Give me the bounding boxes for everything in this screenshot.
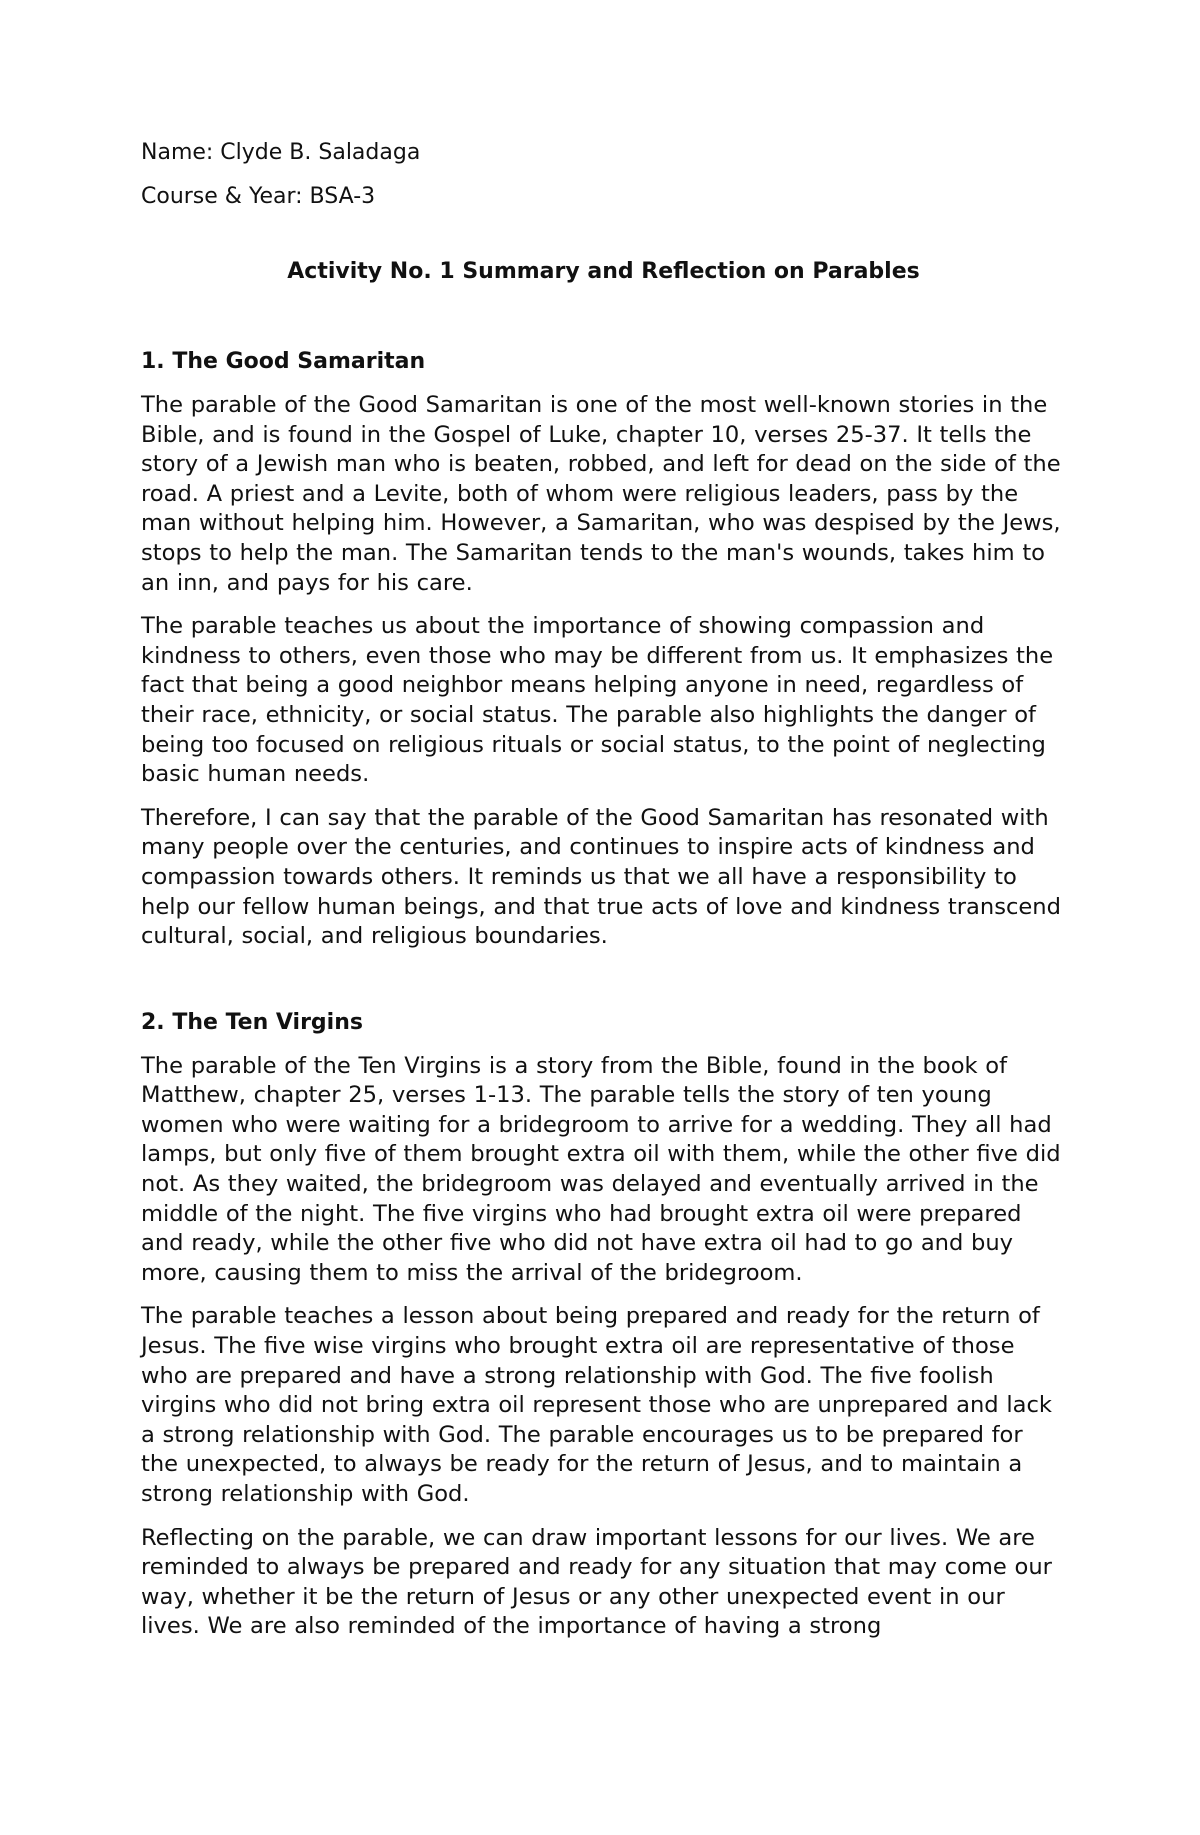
- course-year: Course & Year: BSA-3: [141, 184, 376, 209]
- document-title: Activity No. 1 Summary and Reflection on Parables: [287, 259, 920, 284]
- section-spacer: [141, 966, 1066, 1008]
- paragraph: The parable of the Good Samaritan is one of the most well-known stories in the Bible, and is found in the Gospel of Luke, chapter 10, verses 25-37. It tells the story of a Jewish man who is beaten, robbed, and left for dead on the side of the road. A priest and a Levite, both of whom were religious leaders, pass by the man without helping him. However, a Samaritan, who was despised by the Jews, stops to help the man. The Samaritan tends to the man's wounds, takes him to an inn, and pays for his care.: [141, 392, 1061, 596]
- paragraph: Therefore, I can say that the parable of the Good Samaritan has resonated with many people over the centuries, and continues to inspire acts of kindness and compassion towards others. It reminds us that we all have a responsibility to help our fellow human beings, and that true acts of love and kindness transcend cultural, social, and religious boundaries.: [141, 804, 1061, 950]
- paragraph: The parable of the Ten Virgins is a story from the Bible, found in the book of Matthew, chapter 25, verses 1-13. The parable tells the story of ten young women who were waiting for a bridegroom to arrive for a wedding. They all had lamps, but only five of them brought extra oil with them, while the other five did not. As they waited, the bridegroom was delayed and eventually arrived in the middle of the night. The five virgins who had brought extra oil were prepared and ready, while the other five who did not have extra oil had to go and buy more, causing them to miss the arrival of the bridegroom.: [141, 1052, 1061, 1286]
- section-heading: 2. The Ten Virgins: [141, 1009, 363, 1035]
- paragraph: The parable teaches a lesson about being prepared and ready for the return of Jesus. The five wise virgins who brought extra oil are representative of those who are prepared and have a strong relationship with God. The five foolish virgins who did not bring extra oil represent those who are unprepared and lack a strong relationship with God. The parable encourages us to be prepared for the unexpected, to always be ready for the return of Jesus, and to maintain a strong relationship with God.: [141, 1303, 1052, 1507]
- section-ten-virgins: [141, 1008, 1066, 1642]
- student-name: Name: Clyde B. Saladaga: [141, 140, 421, 165]
- section-good-samaritan: [141, 347, 1066, 952]
- section-heading: 1. The Good Samaritan: [141, 349, 426, 374]
- paragraph: The parable teaches us about the importance of showing compassion and kindness to others, even those who may be different from us. It emphasizes the fact that being a good neighbor means helping anyone in need, regardless of their race, ethnicity, or social status. The parable also highlights the danger of being too focused on religious rituals or social status, to the point of neglecting basic human needs.: [141, 613, 1054, 788]
- document-body: [141, 138, 1066, 1656]
- paragraph: Reflecting on the parable, we can draw important lessons for our lives. We are reminded to always be prepared and ready for any situation that may come our way, whether it be the return of Jesus or any other unexpected event in our lives. We are also reminded of the importance of having a strong: [141, 1524, 1052, 1640]
